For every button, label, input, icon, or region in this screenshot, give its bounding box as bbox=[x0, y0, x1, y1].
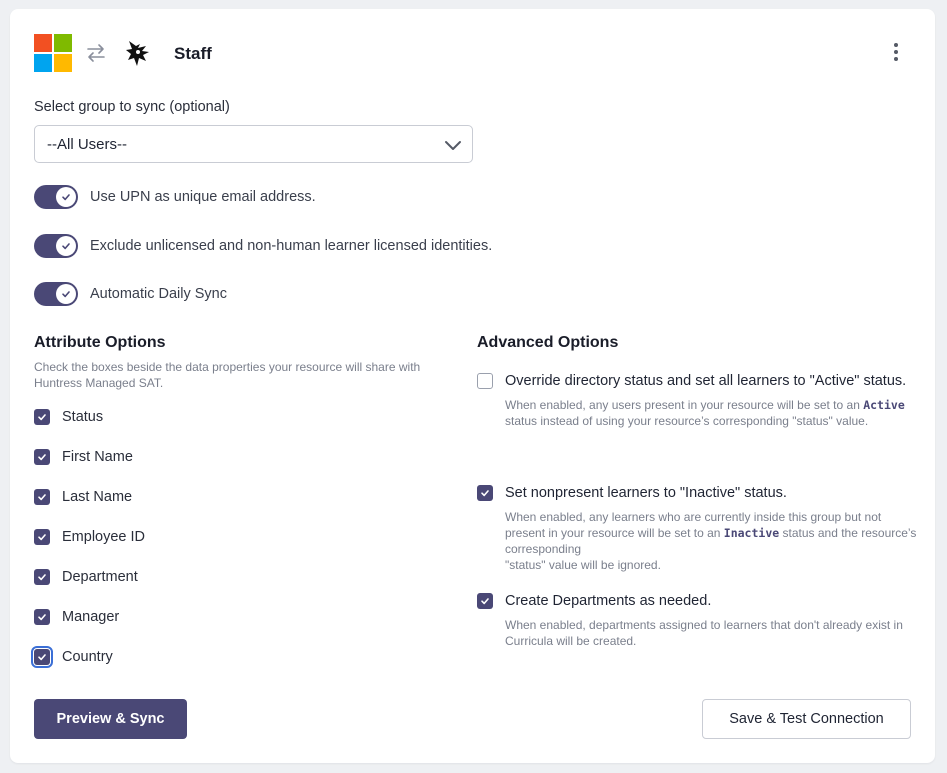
microsoft-logo-icon bbox=[34, 34, 72, 72]
last-name-checkbox[interactable] bbox=[34, 489, 50, 505]
toggle-row-daily-sync bbox=[34, 282, 634, 306]
nonpresent-desc-line2: "status" value will be ignored. bbox=[505, 558, 661, 572]
check-icon bbox=[37, 532, 47, 542]
advanced-create-departments bbox=[477, 591, 917, 649]
daily-sync-toggle[interactable] bbox=[34, 282, 78, 306]
advanced-override-status bbox=[477, 371, 917, 429]
country-checkbox[interactable] bbox=[34, 649, 50, 665]
attribute-options-title: Attribute Options bbox=[34, 334, 166, 351]
nonpresent-desc-post: status and the resource’s corresponding bbox=[505, 526, 917, 556]
nonpresent-inactive-description bbox=[505, 509, 917, 573]
header bbox=[34, 33, 914, 73]
group-select-value: --All Users-- bbox=[47, 135, 127, 153]
advanced-nonpresent-inactive bbox=[477, 483, 917, 573]
create-departments-checkbox[interactable] bbox=[477, 593, 493, 609]
first-name-checkbox-label: First Name bbox=[62, 449, 133, 465]
check-icon bbox=[61, 192, 71, 202]
manager-checkbox[interactable] bbox=[34, 609, 50, 625]
employee-id-checkbox-label: Employee ID bbox=[62, 529, 146, 545]
country-checkbox-label: Country bbox=[62, 649, 113, 665]
attribute-country[interactable] bbox=[34, 648, 113, 666]
check-icon bbox=[61, 289, 71, 299]
manager-checkbox-label: Manager bbox=[62, 609, 120, 625]
nonpresent-inactive-checkbox[interactable] bbox=[477, 485, 493, 501]
exclude-unlicensed-toggle-label: Exclude unlicensed and non-human learner licensed identities. bbox=[90, 238, 493, 254]
exclude-unlicensed-toggle[interactable] bbox=[34, 234, 78, 258]
check-icon bbox=[480, 596, 490, 606]
attribute-status[interactable] bbox=[34, 408, 103, 426]
toggle-row-upn bbox=[34, 185, 634, 209]
override-status-desc-post: status instead of using your resource’s corresponding "status" value. bbox=[505, 414, 869, 428]
kebab-menu-icon[interactable] bbox=[886, 41, 906, 65]
create-departments-description: When enabled, departments assigned to learners that don't already exist in Curricula will be created. bbox=[505, 618, 903, 648]
inactive-status-code: Inactive bbox=[723, 526, 780, 540]
first-name-checkbox[interactable] bbox=[34, 449, 50, 465]
department-checkbox-label: Department bbox=[62, 569, 138, 585]
chevron-down-icon bbox=[442, 134, 464, 156]
upn-toggle-label: Use UPN as unique email address. bbox=[90, 189, 316, 205]
nonpresent-inactive-title: Set nonpresent learners to "Inactive" status. bbox=[505, 485, 787, 501]
check-icon bbox=[61, 241, 71, 251]
group-select[interactable] bbox=[34, 125, 473, 163]
huntress-logo-icon bbox=[124, 38, 152, 68]
advanced-options-title: Advanced Options bbox=[477, 334, 619, 351]
check-icon bbox=[37, 572, 47, 582]
attribute-first-name[interactable] bbox=[34, 448, 133, 466]
override-status-desc-pre: When enabled, any users present in your resource will be set to an bbox=[505, 398, 864, 412]
page-title: Staff bbox=[174, 44, 212, 63]
sync-arrows-icon bbox=[84, 41, 108, 65]
check-icon bbox=[37, 412, 47, 422]
check-icon bbox=[37, 652, 47, 662]
employee-id-checkbox[interactable] bbox=[34, 529, 50, 545]
active-status-code: Active bbox=[863, 398, 905, 412]
override-status-checkbox[interactable] bbox=[477, 373, 493, 389]
attribute-employee-id[interactable] bbox=[34, 528, 145, 546]
preview-sync-button[interactable]: Preview & Sync bbox=[34, 699, 187, 739]
status-checkbox-label: Status bbox=[62, 409, 104, 425]
save-test-connection-button[interactable]: Save & Test Connection bbox=[702, 699, 911, 739]
attribute-department[interactable] bbox=[34, 568, 138, 586]
check-icon bbox=[37, 492, 47, 502]
attribute-last-name[interactable] bbox=[34, 488, 132, 506]
check-icon bbox=[37, 612, 47, 622]
attribute-manager[interactable] bbox=[34, 608, 119, 626]
create-departments-title: Create Departments as needed. bbox=[505, 593, 712, 609]
override-status-description bbox=[505, 397, 917, 429]
sync-settings-card bbox=[10, 9, 935, 763]
upn-toggle[interactable] bbox=[34, 185, 78, 209]
check-icon bbox=[480, 488, 490, 498]
override-status-title: Override directory status and set all learners to "Active" status. bbox=[505, 373, 907, 389]
last-name-checkbox-label: Last Name bbox=[62, 489, 133, 505]
group-select-label: Select group to sync (optional) bbox=[34, 99, 230, 115]
attribute-options-description: Check the boxes beside the data properties your resource will share with Huntress Managed SAT. bbox=[34, 360, 421, 390]
nonpresent-desc-pre: When enabled, any learners who are currently inside this group but not present in your resource will be set to an bbox=[505, 510, 882, 540]
daily-sync-toggle-label: Automatic Daily Sync bbox=[90, 286, 227, 302]
department-checkbox[interactable] bbox=[34, 569, 50, 585]
status-checkbox[interactable] bbox=[34, 409, 50, 425]
check-icon bbox=[37, 452, 47, 462]
toggle-row-exclude bbox=[34, 234, 634, 258]
